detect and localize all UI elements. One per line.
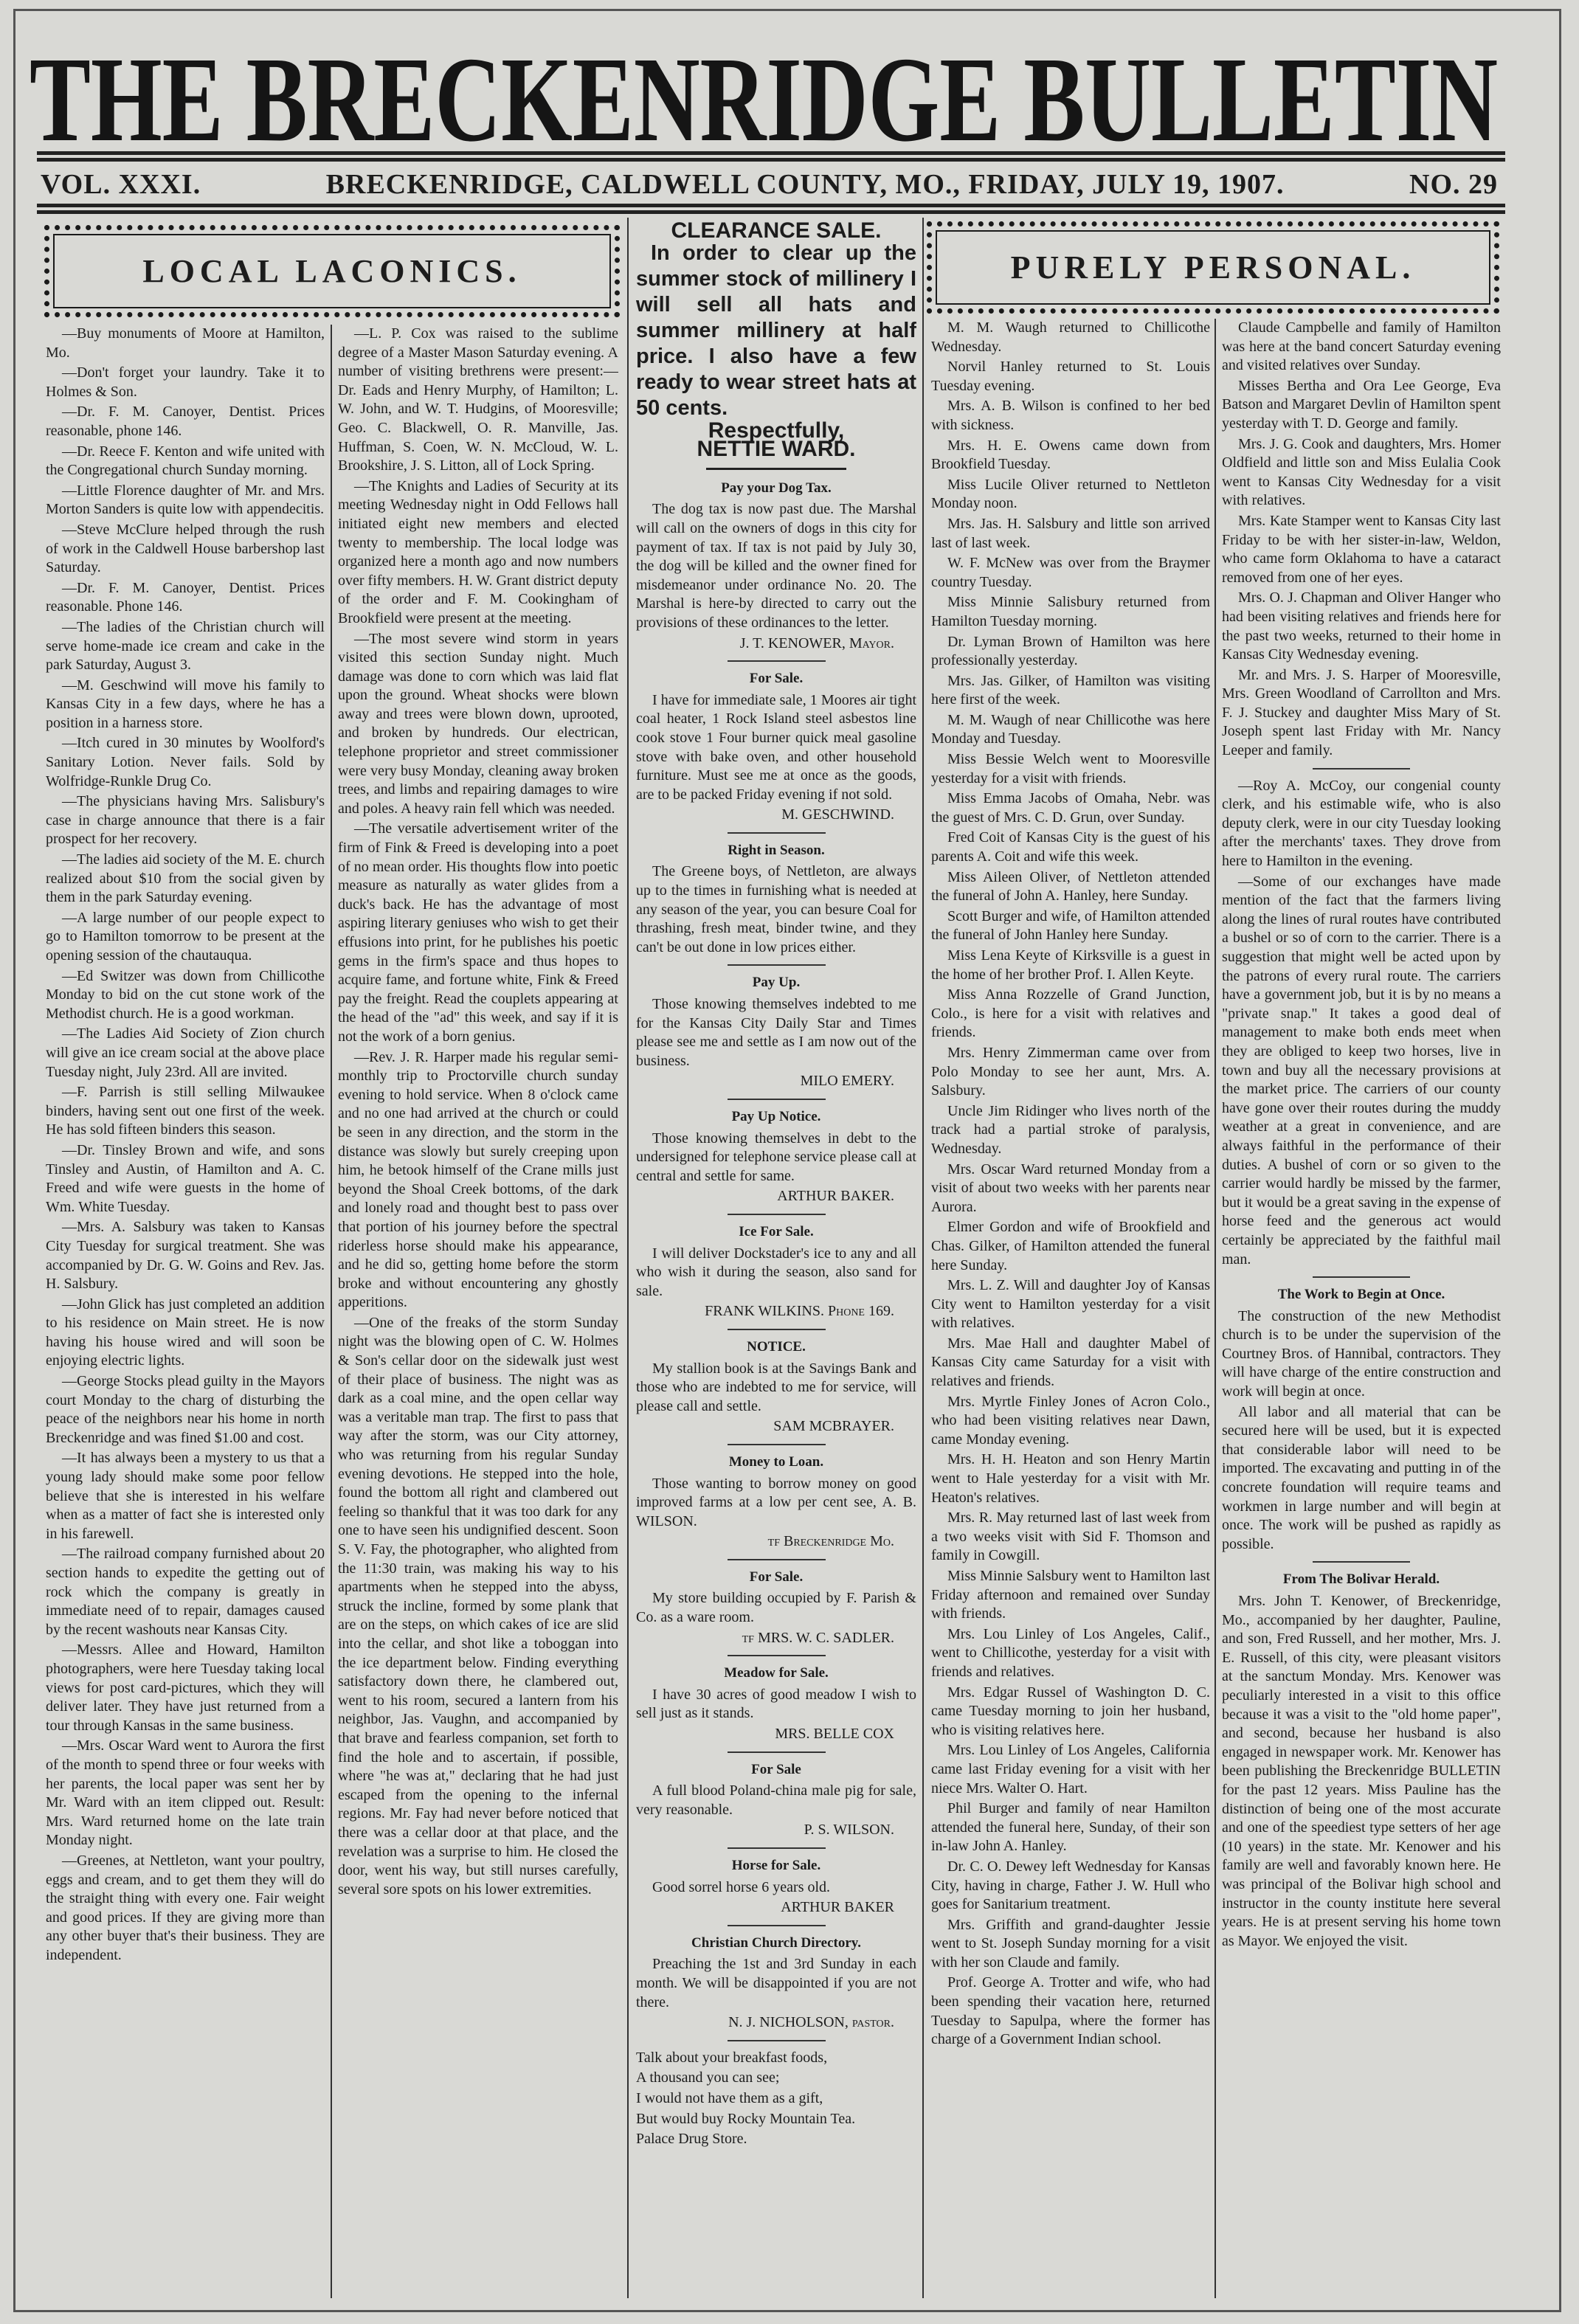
notice (636, 1934, 916, 2033)
article-title: The Work to Begin at Once. (1277, 1287, 1445, 1303)
news-item: —Dr. F. M. Canoyer, Dentist. Prices reasonable. Phone 146. (46, 579, 325, 615)
divider (728, 1655, 826, 1656)
divider (728, 1847, 826, 1849)
divider (728, 1559, 826, 1560)
poem-line: But would buy Rocky Mountain Tea. (636, 2110, 856, 2127)
personal-item: Mrs. Edgar Russel of Washington D. C. came Tuesday morning to join her husband, who is visiting relatives here. (931, 1684, 1210, 1738)
news-item: —L. P. Cox was raised to the sublime degree of a Master Mason Saturday evening. A number of visiting brethrens were present:—Dr. Eads and Henry Murphy, of Hamilton; L. W. John, and W. T. Hudgins, of Mooresville; Geo. C. Blackwell, O. R. Manville, Jas. Huffman, S. Coen, W. N. McCloud, W. L. Brookshire, J. S. Litton, all of Lock Spring. (338, 325, 618, 474)
divider (728, 964, 826, 966)
personal-item: Phil Burger and family of near Hamilton attended the funeral here, Sunday, of their son in-law John A. Hanley. (931, 1800, 1210, 1855)
divider (728, 1329, 826, 1330)
news-item: —The ladies of the Christian church will serve home-made ice cream and cake in the park Saturday, August 3. (46, 618, 325, 674)
local-laconics-heading: LOCAL LACONICS. (44, 225, 620, 317)
notice-signature: MRS. BELLE COX (775, 1726, 894, 1743)
notice-body: Those knowing themselves indebted to me for the Kansas City Daily Star and Times please see me and settle as I am now out of the business. (636, 996, 916, 1069)
personal-item: Mrs. Myrtle Finley Jones of Acron Colo., who had been visiting relatives near Dawn, came Monday evening. (931, 1393, 1210, 1448)
personal-item: Mrs. R. May returned last of last week from a two weeks visit with Sid F. Thomson and family in Cowgill. (931, 1509, 1210, 1564)
personal-item: Mrs. Oscar Ward returned Monday from a visit of about two weeks with her parents near Aurora. (931, 1161, 1210, 1215)
notice (636, 1222, 916, 1321)
personal-item: Mrs. Jas. Gilker, of Hamilton was visiting here first of the week. (931, 672, 1210, 708)
notice-body: Preaching the 1st and 3rd Sunday in each month. We will be disappointed if you are not there. (636, 1956, 916, 2010)
notice-title: Right in Season. (728, 842, 825, 858)
article-paragraph: Mrs. John T. Kenower, of Breckenridge, Mo., accompanied by her daughter, Pauline, and son, Fred Russell, and her mother, Mrs. J. E. Russell, of this city, were pleasant visitors at the sanctum Monday. Mrs. Kenower was peculiarly interested in a visit to this office because it was a visit to the "old home paper", and second, because her husband is also engaged in newspaper work. Mr. Kenower has been publishing the Breckenridge BULLETIN for the past 12 years. Miss Pauline has the distinction of being one of the most accurate and one of the speediest type setters of her age (10 years) in the state. Mr. Kenower and his family are well and favorably known here. He was principal of the Bolivar high school and instructor in the county institute here several years. He is at present serving his home town as Mayor. We enjoyed the visit. (1222, 1593, 1501, 1949)
notice-signature: J. T. KENOWER, Mayor. (739, 634, 894, 651)
personal-item: Dr. C. O. Dewey left Wednesday for Kansas City, having in charge, Father J. W. Hull who goes for Sanitarium treatment. (931, 1858, 1210, 1913)
article-title: From The Bolivar Herald. (1282, 1571, 1440, 1588)
notice-body: The Greene boys, of Nettleton, are always up to the times in furnishing what is needed at any season of the year, you can besure Coal for thrashing, fresh meat, binder twine, and they can't be out done in low prices either. (636, 863, 916, 955)
personal-item: Mrs. O. J. Chapman and Oliver Hanger who had been visiting relatives and friends here for the past two weeks, returned to their home in Kansas City Wednesday evening. (1222, 589, 1501, 663)
news-item: —George Stocks plead guilty in the Mayors court Monday to the charg of disturbing the peace of the neighbors near his home in north Breckenridge and was fined $1.00 and cost. (46, 1373, 325, 1446)
news-item: —A large number of our people expect to go to Hamilton tomorrow to be present at the opening session of the chautauqua. (46, 909, 325, 964)
notice-title: Horse for Sale. (731, 1858, 821, 1873)
notice-signature: SAM MCBRAYER. (773, 1418, 894, 1435)
personal-item: Mrs. H. H. Heaton and son Henry Martin went to Hale yesterday for a visit with Mr. Heaton's relatives. (931, 1451, 1210, 1506)
personal-item: Claude Campbelle and family of Hamilton was here at the band concert Saturday evening and visited relatives over Sunday. (1222, 319, 1501, 374)
personal-item: Mrs. A. B. Wilson is confined to her bed with sickness. (931, 398, 1210, 433)
article-paragraph: The construction of the new Methodist church is to be under the supervision of the Courtney Bros. of Hannibal, contractors. They will have charge of the entire construction and work will begin at once. (1222, 1307, 1501, 1400)
notices-list (636, 479, 916, 2033)
divider (706, 468, 846, 470)
ad-closing: Respectfully, (708, 418, 845, 443)
notice-title: Pay Up. (752, 975, 801, 991)
masthead-rule-top (37, 151, 1505, 162)
news-item: —The Ladies Aid Society of Zion church will give an ice cream social at the above place Tuesday night, July 23rd. All are invited. (46, 1026, 325, 1080)
notice-title: NOTICE. (747, 1338, 806, 1355)
poem-line: A thousand you can see; (636, 2069, 780, 2086)
column-personal-2 (1222, 319, 1501, 2296)
notice-title: Christian Church Directory. (691, 1934, 861, 1951)
divider (728, 1751, 826, 1753)
personal-item: M. M. Waugh returned to Chillicothe Wednesday. (931, 319, 1210, 355)
notice-signature: ARTHUR BAKER (781, 1899, 894, 1916)
notice-body: I will deliver Dockstader's ice to any and all who wish it during the season, also sand for sale. (636, 1245, 916, 1299)
column-personal-1 (931, 319, 1210, 2296)
personal-item: Misses Bertha and Ora Lee George, Eva Batson and Margaret Devlin of Hamilton spent yesterday with T. D. George and family. (1222, 377, 1501, 432)
poem-ad (636, 2049, 916, 2149)
newspaper-title: THE BRECKENRIDGE BULLETIN (30, 32, 1498, 155)
column-rule (627, 218, 629, 2298)
column-local-laconics-2 (338, 325, 618, 2294)
news-item: —Don't forget your laundry. Take it to Holmes & Son. (46, 364, 325, 400)
news-item: —Mrs. A. Salsbury was taken to Kansas City Tuesday for surgical treatment. She was accompanied by Dr. G. W. Goins and Rev. Jas. H. Salsbury. (46, 1219, 325, 1293)
news-item: —It has always been a mystery to us that a young lady should make some poor fellow believe that she is interested in his welfare when as a matter of fact she is interested only in his farewell. (46, 1450, 325, 1542)
news-item: —The most severe wind storm in years visited this section Sunday night. Much damage was done to corn which was laid flat upon the ground. Wheat shocks were blown away and trees were blown down, uprooted, and broken by hundreds. Our electrican, telephone proprietor and street commissioner were very busy Monday, cleaning away broken trees, and limbs and repairing damages to wire and poles. A heavy rain fell which was needed. (338, 630, 618, 817)
personal-item: Fred Coit of Kansas City is the guest of his parents A. Coit and wife this week. (931, 829, 1210, 865)
news-item: —One of the freaks of the storm Sunday night was the blowing open of C. W. Holmes & Son's cellar door on the sidewalk just west of their place of business. The night was as dark as a coal mine, and the open cellar way was a veritable man trap. The first to pass that way after the storm, was our City attorney, who was returning from his regular Sunday evening devotions. He stepped into the hole, found the bottom all right and clambered out feeling so thankful that it was too dark for any one to have seen his undignified descent. Soon S. V. Fay, the photographer, who alighted from the 11:30 train, was making his way to his apartments when he stepped into the abyss, struck the incline, formed by some plank that are on the steps, on which cakes of ice are slid into the cellar, and shot like a toboggan into the ice department below. Finding everything satisfactory down there, he clambered out, went to his room, secured a lantern from his neighbor, Jas. Vaughn, and accompanied by that brave and fearless companion, set forth to find the hole and to ascertain, if possible, where "he was at," declaring that he had just escaped from the opening to the infernal regions. Mr. Fay had never before noticed that there was a cellar door at that place, and the revelation was a surprise to him. He closed the door, went his way, but still nurses carefully, several sore spots on his lower extremities. (338, 1314, 618, 1898)
notice-title: For Sale. (749, 671, 804, 687)
notice (636, 1760, 916, 1840)
article-paragraph: All labor and all material that can be secured here will be used, but it is expected that considerable labor will need to be imported. The excavating and putting in of the concrete foundation will require teams and workmen in large number and will begin at once. The work will be pushed as rapidly as possible. (1222, 1403, 1501, 1552)
divider (728, 2040, 826, 2041)
notice-signature: tf Breckenridge Mo. (767, 1533, 894, 1550)
purely-personal-heading: PURELY PERSONAL. (927, 221, 1499, 314)
personal-item: Miss Bessie Welch went to Mooresville yesterday for a visit with friends. (931, 751, 1210, 786)
divider (1313, 768, 1410, 770)
column-rule (922, 218, 924, 2298)
news-item: —Dr. F. M. Canoyer, Dentist. Prices reasonable, phone 146. (46, 404, 325, 439)
notice-signature: M. GESCHWIND. (781, 806, 894, 823)
personal-item: Mrs. Lou Linley of Los Angeles, California came last Friday evening for a visit with her niece Mrs. Walter O. Hart. (931, 1742, 1210, 1796)
personal-item: Mrs. Jas. H. Salsbury and little son arrived last of last week. (931, 515, 1210, 551)
notice (636, 1568, 916, 1647)
issue-line (41, 168, 1498, 201)
notice (636, 1338, 916, 1436)
personal-item: Mr. and Mrs. J. S. Harper of Mooresville, Mrs. Green Woodland of Carrollton and Mrs. F. J. Stuckey and daughter Miss Mary of St. Joseph spent last Friday with Mr. Nancy Leeper and family. (1222, 666, 1501, 759)
poem-line: Palace Drug Store. (636, 2131, 747, 2148)
notice-title: For Sale (751, 1761, 801, 1777)
news-item: —Dr. Tinsley Brown and wife, and sons Tinsley and Austin, of Hamilton and A. C. Freed and wife were guests in the home of Wm. White Tuesday. (46, 1141, 325, 1215)
notice (636, 1856, 916, 1917)
personal-item: W. F. McNew was over from the Braymer country Tuesday. (931, 555, 1210, 590)
personal-item: Mrs. L. Z. Will and daughter Joy of Kansas City went to Hamilton yesterday for a visit with relatives. (931, 1277, 1210, 1332)
personal-item: Mrs. J. G. Cook and daughters, Mrs. Homer Oldfield and little son and Miss Eulalia Cook went to Kansas City Wednesday for a visit with relatives. (1222, 435, 1501, 509)
divider (728, 1099, 826, 1100)
notice-signature: N. J. NICHOLSON, pastor. (728, 2014, 894, 2031)
news-item: —The versatile advertisement writer of the firm of Fink & Freed is developing into a poet of no mean order. His thoughts flow into poetic measure as naturally as water glides from a duck's back. He has the advantage of most aspiring literary geniuses who wish to get their effusions into print, for he publishes his poetic gems in the firm's space and thus hopes to acquire fame, and fortune white, Fink & Freed pay the freight. Read the couplets appearing at the head of the "ad" this week, and say if it is not the work of a born genius. (338, 820, 618, 1045)
personal-item: Norvil Hanley returned to St. Louis Tuesday evening. (931, 359, 1210, 394)
divider (1313, 1561, 1410, 1563)
personal-item: Uncle Jim Ridinger who lives north of the track had a partial stroke of paralysis, Wednesday. (931, 1102, 1210, 1157)
news-item: —The Knights and Ladies of Security at its meeting Wednesday night in Odd Fellows hall initiated eight new members and elected twenty to membership. The local lodge was organized here a month ago and now numbers over fifty members. H. W. Grant district deputy of the order and F. M. Cookingham of Brookfield were present at the meeting. (338, 477, 618, 626)
personal-item: Mrs. H. E. Owens came down from Brookfield Tuesday. (931, 437, 1210, 473)
notice (636, 479, 916, 653)
news-item: —Dr. Reece F. Kenton and wife united with the Congregational church Sunday morning. (46, 443, 325, 479)
personal-item: Mrs. Mae Hall and daughter Mabel of Kansas City came Saturday for a visit with relatives and friends. (931, 1335, 1210, 1390)
column-rule (1215, 319, 1216, 2298)
personal-item: Miss Lucile Oliver returned to Nettleton Monday noon. (931, 476, 1210, 512)
personal-item: Mrs. Lou Linley of Los Angeles, Calif., went to Chillicothe, yesterday for a visit with friends and relatives. (931, 1625, 1210, 1680)
news-item: —Roy A. McCoy, our congenial county clerk, and his estimable wife, who is also deputy clerk, were in our city Tuesday looking after the merchants' taxes. They drove from here to Hamilton in the evening. (1222, 777, 1501, 870)
personal-item: M. M. Waugh of near Chillicothe was here Monday and Tuesday. (931, 711, 1210, 747)
notice (636, 1107, 916, 1206)
issue-number: NO. 29 (1409, 169, 1498, 200)
news-item: —Some of our exchanges have made mention of the fact that the farmers living along the lines of rural routes have contributed a bushel or so of corn to the carrier. There is a suggestion that might well be acted upon by the patrons of every rural route. The carriers have a government job, but it is by no means a "private snap." It takes a good deal of management to make both ends meet when they are obliged to keep two horses, live in town and buy all the necessary provisions at the market price. The carriers of our county have gone over their routes during the muddy weather at a great in convenience, and are always faithful in the performance of their duties. A bushel of corn or so given to the carrier would hardly be missed by the farmer, but it would be a great saving in the expense of horse feed and the generous act would certainly be appreciated by the faithful mail man. (1222, 873, 1501, 1268)
notice (636, 1453, 916, 1552)
notice-body: Those wanting to borrow money on good improved farms at a low per cent see, A. B. WILSON. (636, 1475, 916, 1529)
news-item: —Messrs. Allee and Howard, Hamilton photographers, were here Tuesday taking local views for post card-pictures, which they will deliver later. They have just returned from a tour through Kansas in the same business. (46, 1642, 325, 1734)
news-item: —Rev. J. R. Harper made his regular semi-monthly trip to Proctorville church sunday evening to hold service. When 8 o'clock came and no one had arrived at the church or could be seen in any direction, and the storm in the distance was slowly but surely creeping upon him, he betook himself of the Crane mills just beyond the Shoal Creek bottoms, of the dark and lonely road and thought best to pass over that portion of his journey before the spectral riderless horse should make his appearance, and he did so, getting home before the storm broke and without encountering any ghostly apperitions. (338, 1048, 618, 1311)
masthead-rule-bottom (37, 204, 1505, 214)
ad-signature: NETTIE WARD. (697, 437, 856, 462)
notice-body: The dog tax is now past due. The Marshal will call on the owners of dogs in this city for payment of tax. If tax is not paid by July 30, the dog will be killed and the owner fined for misdemeanor under ordinance No. 20. The Marshal is here-by directed to carry out the provisions of these ordinances to the letter. (636, 501, 916, 631)
notice-title: Pay your Dog Tax. (721, 480, 832, 496)
news-item: —John Glick has just completed an addition to his residence on Main street. He is now having his house wired and will soon be enjoying electric lights. (46, 1296, 325, 1369)
notice-body: My stallion book is at the Savings Bank and those who are indebted to me for service, will please call and settle. (636, 1360, 916, 1414)
personal-item: Dr. Lyman Brown of Hamilton was here professionally yesterday. (931, 633, 1210, 669)
masthead (30, 22, 1505, 155)
column-ads-notices (636, 221, 916, 2294)
personal-item: Scott Burger and wife, of Hamilton attended the funeral of John Hanley here Sunday. (931, 907, 1210, 944)
volume-number: VOL. XXXI. (41, 169, 201, 200)
notice-body: My store building occupied by F. Parish & Co. as a ware room. (636, 1590, 916, 1626)
notice (636, 669, 916, 825)
notice-signature: P. S. WILSON. (804, 1822, 894, 1839)
column-local-laconics-1 (46, 325, 325, 2294)
notice-body: I have for immediate sale, 1 Moores air tight coal heater, 1 Rock Island steel asbestos line cook stove 1 Four burner quick meal gasoline stove with bake oven, and other household furniture. Must see me at once as the goods, are to be packed Friday evening if not sold. (636, 691, 916, 803)
news-item: —Greenes, at Nettleton, want your poultry, eggs and cream, and to get them they will do the straight thing with every one. Fair weight and good prices. If they are giving more than any other buyer that's their business. They are independent. (46, 1852, 325, 1963)
column-rule (331, 325, 332, 2298)
personal-item: Miss Anna Rozzelle of Grand Junction, Colo., is here for a visit with relatives and friends. (931, 986, 1210, 1041)
notice-body: Good sorrel horse 6 years old. (652, 1878, 831, 1895)
clearance-sale-ad (636, 221, 916, 462)
news-item: —F. Parrish is still selling Milwaukee binders, having sent out one first of the week. He has sold fifteen binders this season. (46, 1084, 325, 1138)
notice (636, 841, 916, 958)
notice-signature: MILO EMERY. (800, 1073, 894, 1090)
notice-title: Meadow for Sale. (724, 1665, 829, 1681)
news-item: —Itch cured in 30 minutes by Woolford's Sanitary Lotion. Never fails. Sold by Wolfridge-Runkle Drug Co. (46, 735, 325, 789)
divider (1313, 1276, 1410, 1278)
divider (728, 1444, 826, 1445)
divider (728, 660, 826, 662)
poem-line: Talk about your breakfast foods, (636, 2049, 828, 2066)
news-item: —Steve McClure helped through the rush of work in the Caldwell House barbershop last Saturday. (46, 521, 325, 576)
news-item: —The physicians having Mrs. Salisbury's case in charge announce that there is a fair prospect for her recovery. (46, 793, 325, 848)
news-item: —Ed Switzer was down from Chillicothe Monday to bid on the cut stone work of the Methodist church. He is a good workman. (46, 967, 325, 1022)
personal-item: Prof. George A. Trotter and wife, who had been spending their vacation here, returned Tuesday to Sapulpa, where the former has charge of a Government Indian school. (931, 1974, 1210, 2048)
notice-signature: ARTHUR BAKER. (777, 1188, 894, 1205)
news-item: —Little Florence daughter of Mr. and Mrs. Morton Sanders is quite low with appendecitis. (46, 482, 325, 518)
personal-item: Mrs. Kate Stamper went to Kansas City last Friday to be with her sister-in-law, Weldon, who came form Oklahoma to have a cataract removed from one of her eyes. (1222, 512, 1501, 586)
notice-title: Money to Loan. (728, 1453, 824, 1470)
news-item: —The ladies aid society of the M. E. church realized about $10 from the social given by them in the park Saturday evening. (46, 851, 325, 906)
poem-line: I would not have them as a gift, (636, 2089, 823, 2106)
news-item: —Buy monuments of Moore at Hamilton, Mo. (46, 325, 325, 361)
personal-item: Miss Aileen Oliver, of Nettleton attended the funeral of John A. Hanley, here Sunday. (931, 868, 1210, 905)
local-laconics-header-box (44, 225, 620, 331)
personal-item: Elmer Gordon and wife of Brookfield and Chas. Gilker, of Hamilton attended the funeral here Sunday. (931, 1219, 1210, 1273)
notice-title: Pay Up Notice. (731, 1109, 821, 1124)
news-item: —The railroad company furnished about 20 section hands to expedite the getting out of rock which the company is greatly in immediate need of to repair, damages caused by the recent washouts near Kansas City. (46, 1546, 325, 1638)
personal-item: Mrs. Henry Zimmerman came over from Polo Monday to see her aunt, Mrs. A. Salsbury. (931, 1044, 1210, 1099)
notice-signature: tf MRS. W. C. SADLER. (742, 1629, 894, 1646)
notice (636, 1664, 916, 1743)
personal-item: Mrs. Griffith and grand-daughter Jessie went to St. Joseph Sunday morning for a visit with her son Claude and family. (931, 1916, 1210, 1971)
notice-body: A full blood Poland-china male pig for sale, very reasonable. (636, 1782, 916, 1818)
news-item: —Mrs. Oscar Ward went to Aurora the first of the month to spend three or four weeks with her parents, the local paper was sent her by Mr. Ward with an item clipped out. Result: Mrs. Ward returned home on the late train Monday night. (46, 1737, 325, 1849)
personal-item: Miss Lena Keyte of Kirksville is a guest in the home of her brother Prof. I. Allen Keyte. (931, 947, 1210, 983)
divider (728, 1214, 826, 1215)
notice-body: I have 30 acres of good meadow I wish to sell just as it stands. (636, 1686, 916, 1722)
notice-body: Those knowing themselves in debt to the undersigned for telephone service please call at central and settle for same. (636, 1130, 916, 1184)
notice (636, 973, 916, 1091)
divider (728, 832, 826, 834)
notice-title: For Sale. (749, 1569, 804, 1585)
personal-item: Miss Minnie Salisbury returned from Hamilton Tuesday morning. (931, 594, 1210, 629)
divider (728, 1925, 826, 1926)
place-and-date: BRECKENRIDGE, CALDWELL COUNTY, MO., FRIDAY, JULY 19, 1907. (325, 169, 1285, 200)
ad-heading: CLEARANCE SALE. (671, 221, 882, 243)
purely-personal-header-box (927, 221, 1499, 327)
personal-item: Miss Emma Jacobs of Omaha, Nebr. was the guest of Mrs. C. D. Grun, over Sunday. (931, 790, 1210, 826)
notice-title: Ice For Sale. (739, 1223, 814, 1239)
news-item: —M. Geschwind will move his family to Kansas City in a few days, where he has a position in a harness store. (46, 677, 325, 731)
notice-signature: FRANK WILKINS. Phone 169. (705, 1303, 894, 1320)
ad-body: In order to clear up the summer stock of millinery I will sell all hats and summer millinery at half price. I also have a few ready to wear street hats at 50 cents. (636, 241, 916, 420)
personal-item: Miss Minnie Salsbury went to Hamilton last Friday afternoon and remained over Sunday with friends. (931, 1568, 1210, 1622)
